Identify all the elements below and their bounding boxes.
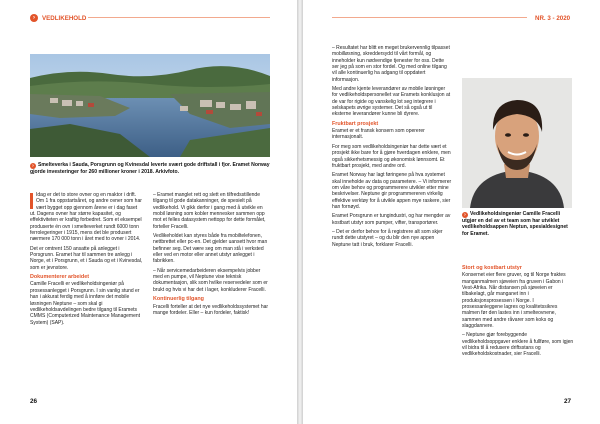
photo-caption: › Smelteverka i Sauda, Porsgrunn og Kvinesdal leverte svært gode driftstall i fjor. Eramet Norway gjorde investeringer for 260 millioner kroner i 2018. Arkivfoto. (30, 162, 270, 175)
body-paragraph: Idag er det to store ovner og en maktor i drift. Om 1 fra oppstartsåret, og andre ovner som har vært bygget opp gjennom årene er i dag faset ut. Dagens ovner har større kapasitet, og effektiviteten er kraftig forbedret. Som et eksempel produserte én ovn i smelteverket rundt 6000 tonn ferrolegeringer i 1915, mens det ble produsert nærmere 170 000 tonn i året med to ovner i 2014. (30, 192, 142, 243)
issue-number: NR. 3 - 2020 (535, 14, 571, 22)
caption-arrow-icon: › (30, 163, 36, 169)
city-photo (30, 54, 270, 157)
header-rule (88, 17, 270, 18)
caption-arrow-icon: › (462, 212, 468, 218)
section-title: VEDLIKEHOLD (42, 14, 87, 22)
left-page (0, 0, 297, 424)
left-column-2 (153, 192, 270, 319)
body-paragraph: Vedlikeholdet kan styres både fra mobiltelefonen, nettbrettet eller pc-en. Det gjelder uansett hvor man befinner seg. Det være seg om man stå i verksted eller ved en motor eller annet utstyr anlegget i fabrikken. (153, 233, 268, 265)
body-paragraph: Eramet Porsgrunn er tungindustri, og har mengder av kostbart utstyr som pumper, vifter, transportører. (332, 213, 451, 226)
body-paragraph: – Resultatet har blitt en meget brukervennlig tilpasset mobilløsning, skreddersydd til vårt formål, og inneholder kun nødvendige tjenester for oss. Dette ser jeg på som en stor fordel. Og med online tilgang vil alle kontinuerlig ha adgang til oppdatert informasjon. (332, 45, 450, 83)
body-paragraph: Eramet Norway har lagt føringene på hva systemet skal inneholde av data og parametere. – Vi informerer om våre behov og programmerere utvikler etter mine beskrivelser. Neptune gir programmereren virkelig effektive verktøy for å utvikle appen mye raskere, sier han fornøyd. (332, 172, 452, 210)
page-number: 27 (564, 398, 572, 405)
body-paragraph: Det er omtrent 150 ansatte på anlegget i Porsgrunn. Eramet har til sammen tre anlegg i Norge, et i Porsgrunn, et i Sauda og et i Kvinesdal, som er jevnstore. (30, 245, 143, 271)
page-number: 26 (30, 398, 38, 405)
drop-cap-bar (30, 193, 33, 209)
right-column-1 (332, 45, 452, 251)
body-paragraph: – Det er derfor behov for å registrere alt som skjer rundt dette utstyret – og du blir den nye appen Neptune tatt i bruk, forklarer Fracelli. (332, 228, 443, 248)
chevron-right-icon: › (30, 14, 38, 22)
body-paragraph: Camille Fracelli er vedlikeholdsingeniør på prosessanlegget i Porsgrunn. I sin vanlig stund er han i akkurat ferdig med å innføre det mobile løsningen Neptune – som skal gi vedlikeholdsavdelingen bedre tilgang til Eramets CMMS (Computerized Maintenance Management System) (SAP). (30, 281, 141, 326)
subheading: Kontinuerlig tilgang (153, 296, 204, 303)
issue-header (535, 12, 570, 24)
body-paragraph: – Når servicemedarbeideren eksempelvis jobber med en pumpe, vil Neptune vise teknisk dokumentasjon, slik som hvilke reservedeler som er brukt og hvis vi har det i lager, konkluderer Fracelli. (153, 267, 268, 293)
header-rule (332, 17, 527, 18)
body-paragraph: Fracelli forteller at det nye vedlikeholdssystemet har mange fordeler. Eller – kun fordeler, faktisk! (153, 303, 269, 316)
body-paragraph: Konsernet eier flere gruver, og til Norge fraktes manganmalmen sjøveien fra gruven i Gabon i Vest-Afrika. Når distansen på sjøveien er tilbakelagt, går manganet inn i produksjonsprosessen i Norge. I prosessanleggene lagres og kvalitetssikres malmen før den lastes inn i smelteovnene, sammen med andre råvarer som koks og slaggdannere. (462, 272, 566, 330)
left-column-1 (30, 192, 144, 329)
subheading: Fruktbart prosjekt (332, 120, 379, 127)
subheading: Stort og kostbart utstyr (462, 265, 522, 271)
photo-caption: › Vedlikeholdsingeniør Camille Fracelli utgjør en del av et team som har utviklet vedlikeholdsappen Neptun, spesialdesignet for Eramet. (462, 211, 568, 237)
portrait-photo (462, 78, 572, 208)
right-page (303, 0, 600, 424)
section-header (30, 12, 86, 24)
body-paragraph: Med andre kjente leverandører av mobile løsninger for vedlikeholdspersonellet var Eramets konklusjon at de var for rigide og vanskelig lot seg integrere i selskapets øvrige systemer. Det så også ut til eksterne leverandører kunne bli dyrere. (332, 86, 451, 118)
right-column-2 (462, 262, 574, 361)
body-paragraph: For meg som vedlikeholdsingeniør har dette vært et prosjekt ikke bare for å gjøre hverdagen enklere, men også sikkerhetsmessig og økonomisk lønnsomt. Et fruktbart prosjekt, med andre ord. (332, 143, 451, 169)
body-paragraph: – Eramet manglet rett og slett en tilfredsstillende tilgang til gode datakanninger, de spesielt på vedlikehold. Vi gikk derfor i gang med å utvikle en mobil løsning som kobler mennesker sammen opp mot et felles datasystem nettopp for dette formålet, forteller Fracelli. (153, 192, 266, 230)
subheading: Dokumenterer arbeidet (30, 274, 90, 281)
body-paragraph: Eramet er et fransk konsern som opererer internasjonalt. (332, 128, 425, 141)
body-paragraph: – Neptune gjør forebyggende vedlikeholdsoppgaver enklere å fullføre, som igjen vil bidra til å redusere driftsstans og vedlikeholdskostnader, sier Fracelli. (462, 332, 574, 358)
